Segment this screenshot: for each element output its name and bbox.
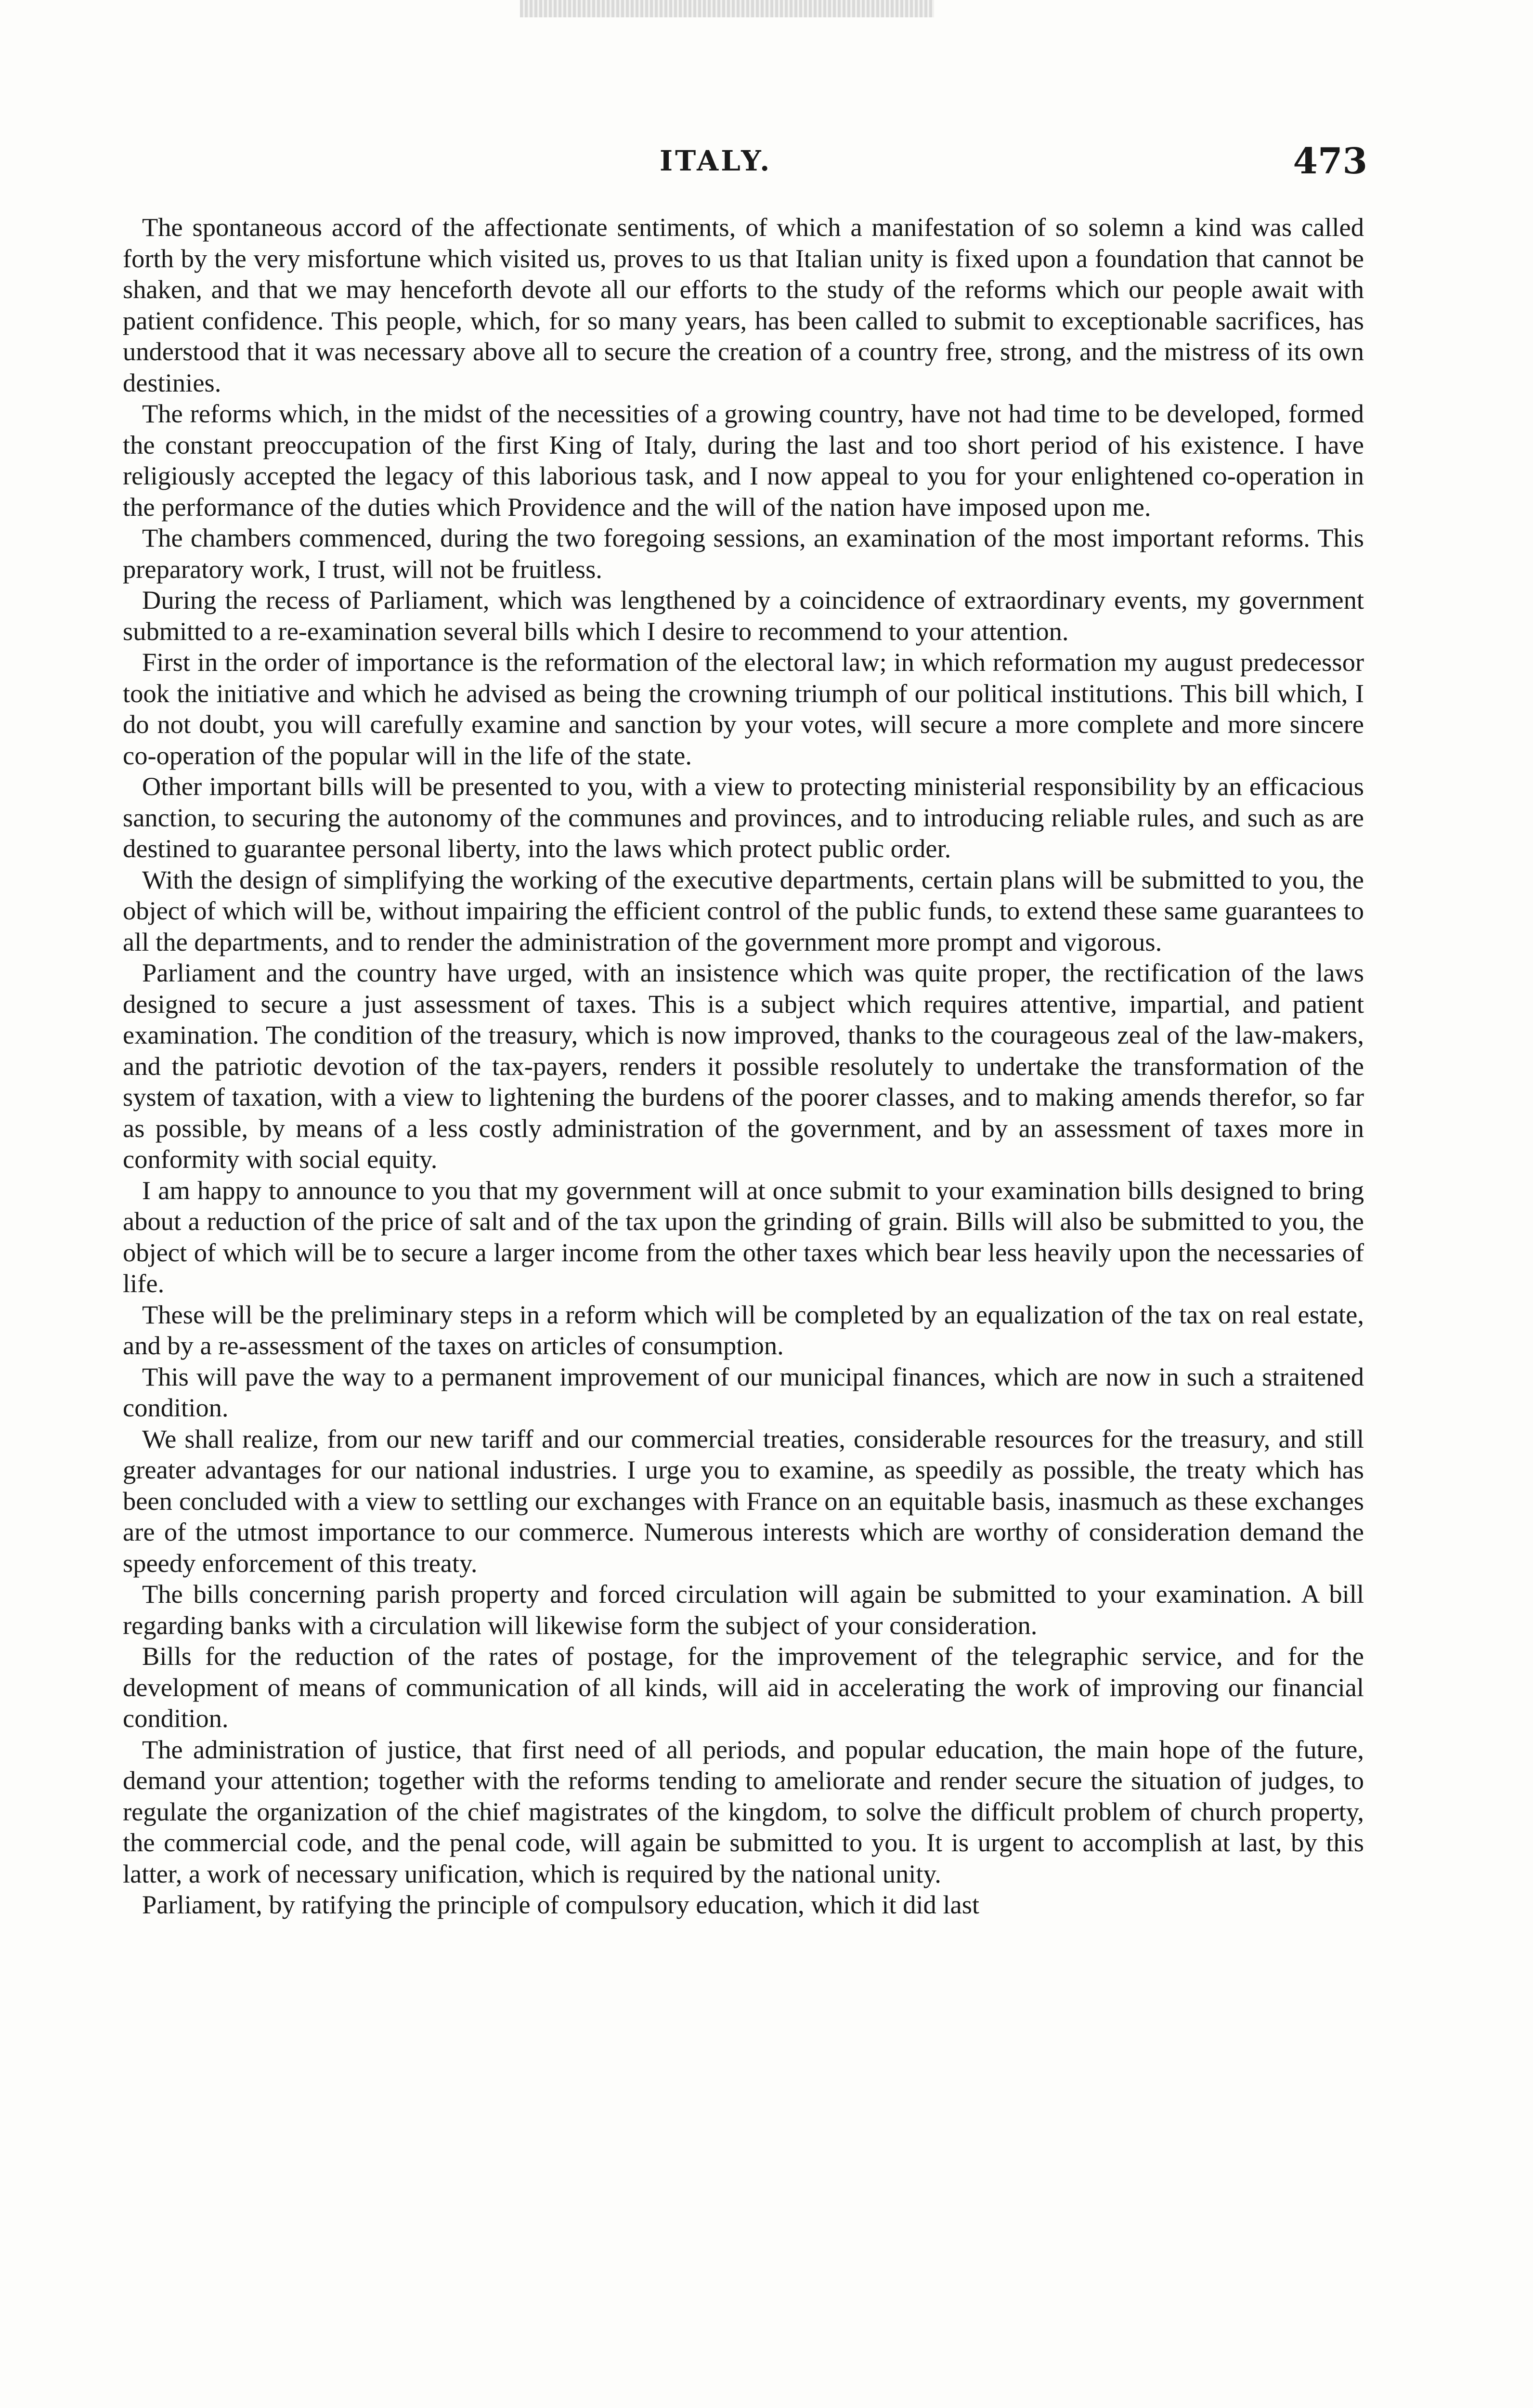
paragraph: Other important bills will be presented to you, with a view to protecting ministerial responsibility by an efficacious sanction, to securing the autonomy of the communes and provinces, and to introducing reliable rules, and such as are destined to guarantee personal liberty, into the laws which protect public order. — [123, 772, 1364, 863]
paragraph: These will be the preliminary steps in a reform which will be completed by an equalization of the tax on real estate, and by a re-assessment of the taxes on articles of consumption. — [123, 1299, 1364, 1360]
paragraph: Parliament, by ratifying the principle of compulsory education, which it did last — [142, 1890, 980, 1919]
paragraph: I am happy to announce to you that my government will at once submit to your examination bills designed to bring about a reduction of the price of salt and of the tax upon the grinding of grain. Bills will also be submitted to you, the object of which will be to secure a larger income from the other taxes which bear less heavily upon the necessaries of life. — [123, 1175, 1364, 1298]
paragraph: With the design of simplifying the working of the executive departments, certain plans will be submitted to you, the object of which will be, without impairing the efficient control of the public funds, to extend these same guarantees to all the departments, and to render the administration of the government more prompt and vigorous. — [123, 864, 1364, 956]
paragraph: The administration of justice, that first need of all periods, and popular education, the main hope of the future, demand your attention; together with the reforms tending to ameliorate and render secure the situation of judges, to regulate the organization of the chief magistrates of the kingdom, to solve the difficult problem of church property, the commercial code, and the penal code, will again be submitted to you. It is urgent to accomplish at last, by this latter, a work of necessary unification, which is required by the national unity. — [123, 1734, 1364, 1888]
running-title: ITALY. — [660, 144, 772, 177]
body-text — [123, 212, 1364, 1921]
paragraph: This will pave the way to a permanent improvement of our municipal finances, which are now in such a straitened condition. — [123, 1361, 1364, 1422]
paragraph: Bills for the reduction of the rates of postage, for the improvement of the telegraphic service, and for the development of means of communication of all kinds, will aid in accelerating the work of improving our financial condition. — [123, 1641, 1364, 1733]
paragraph: During the recess of Parliament, which was lengthened by a coincidence of extraordinary events, my government submitted to a re-examination several bills which I desire to recommend to your attention. — [123, 585, 1364, 646]
paragraph: Parliament and the country have urged, with an insistence which was quite proper, the rectification of the laws designed to secure a just assessment of taxes. This is a subject which requires attentive, impartial, and patient examination. The condition of the treasury, which is now improved, thanks to the courageous zeal of the law-makers, and the patriotic devotion of the tax-payers, renders it possible resolutely to undertake the transformation of the system of taxation, with a view to lightening the burdens of the poorer classes, and to making amends therefor, so far as possible, by means of a less costly administration of the government, and by an assessment of taxes more in conformity with social equity. — [123, 958, 1364, 1174]
paragraph: The chambers commenced, during the two foregoing sessions, an examination of the most important reforms. This preparatory work, I trust, will not be fruitless. — [123, 523, 1364, 584]
page-number: 473 — [1293, 141, 1367, 182]
paragraph: The spontaneous accord of the affectionate sentiments, of which a manifestation of so solemn a kind was called forth by the very misfortune which visited us, proves to us that Italian unity is fixed upon a foundation that cannot be shaken, and that we may henceforth devote all our efforts to the study of the reforms which our people await with patient confidence. This people, which, for so many years, has been called to submit to exceptionable sacrifices, has understood that it was necessary above all to secure the creation of a country free, strong, and the mistress of its own destinies. — [123, 212, 1364, 397]
paragraph: The bills concerning parish property and forced circulation will again be submitted to your examination. A bill regarding banks with a circulation will likewise form the subject of your consideration. — [123, 1579, 1364, 1640]
paragraph: The reforms which, in the midst of the necessities of a growing country, have not had time to be developed, formed the constant preoccupation of the first King of Italy, during the last and too short period of his existence. I have religiously accepted the legacy of this laborious task, and I now appeal to you for your enlightened co-operation in the performance of the duties which Providence and the will of the nation have imposed upon me. — [123, 399, 1364, 522]
page-edge-bleed — [520, 0, 934, 17]
paragraph: First in the order of importance is the reformation of the electoral law; in which reformation my august predecessor took the initiative and which he advised as being the crowning triumph of our political institutions. This bill which, I do not doubt, you will carefully examine and sanction by your votes, will secure a more complete and more sincere co-operation of the popular will in the life of the state. — [123, 647, 1364, 770]
paragraph: We shall realize, from our new tariff and our commercial treaties, considerable resources for the treasury, and still greater advantages for our national industries. I urge you to examine, as speedily as possible, the treaty which has been concluded with a view to settling our exchanges with France on an equitable basis, inasmuch as these exchanges are of the utmost importance to our commerce. Numerous interests which are worthy of consideration demand the speedy enforcement of this treaty. — [123, 1424, 1364, 1578]
running-head — [120, 141, 1367, 189]
